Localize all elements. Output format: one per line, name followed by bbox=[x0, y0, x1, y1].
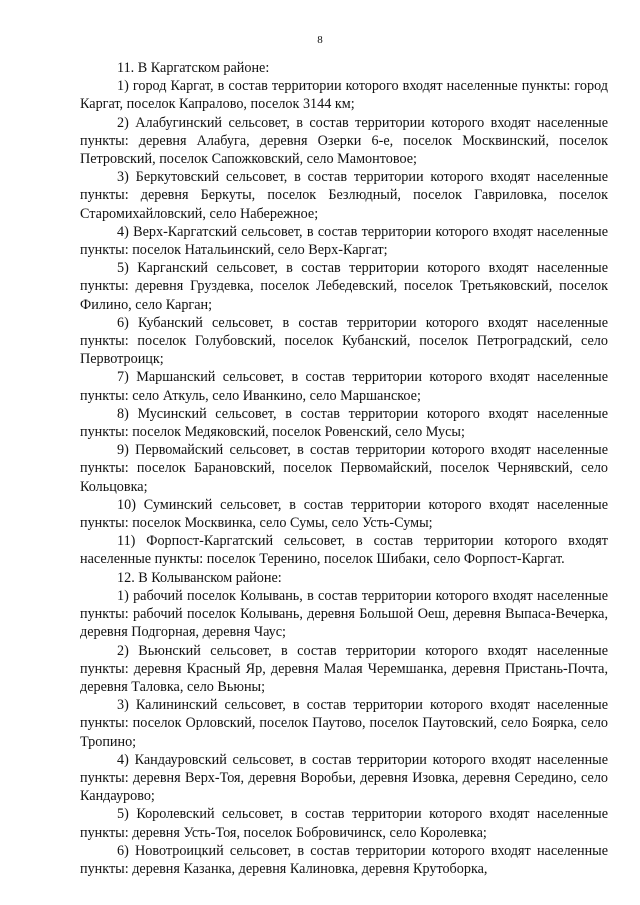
list-item: 7) Маршанский сельсовет, в состав территории которого входят населенные пункты: село Аткуль, село Иванкино, село Маршанское; bbox=[80, 369, 608, 404]
list-item: 1) рабочий поселок Колывань, в состав территории которого входят населенные пункты: рабочий поселок Колывань, деревня Большой Оеш, деревня Выпаса-Вечерка, деревня Подгорная, деревня Чаус; bbox=[80, 587, 608, 641]
list-item: 9) Первомайский сельсовет, в состав территории которого входят населенные пункты: поселок Барановский, поселок Первомайский, поселок Чернявский, село Кольцовка; bbox=[80, 442, 608, 495]
list-item: 5) Королевский сельсовет, в состав территории которого входят населенные пункты: деревня Усть-Тоя, поселок Бобровичинск, село Королевка; bbox=[80, 806, 608, 841]
list-item: 11) Форпост-Каргатский сельсовет, в состав территории которого входят населенные пункты: поселок Теренино, поселок Шибаки, село Форпост-Каргат. bbox=[80, 533, 608, 568]
list-item: 6) Кубанский сельсовет, в состав территории которого входят населенные пункты: поселок Голубовский, поселок Кубанский, поселок Петроградский, село Первотроицк; bbox=[80, 314, 608, 368]
list-item: 10) Суминский сельсовет, в состав территории которого входят населенные пункты: поселок Москвинка, село Сумы, село Усть-Сумы; bbox=[80, 496, 608, 532]
list-item: 3) Беркутовский сельсовет, в состав территории которого входят населенные пункты: деревня Беркуты, поселок Безлюдный, поселок Гавриловка, поселок Старомихайловский, село Набережное; bbox=[80, 169, 608, 222]
list-item: 8) Мусинский сельсовет, в состав территории которого входят населенные пункты: поселок Медяковский, поселок Ровенский, село Мусы; bbox=[80, 405, 608, 441]
list-item: 4) Кандауровский сельсовет, в состав территории которого входят населенные пункты: деревня Верх-Тоя, деревня Воробьи, деревня Изовка, деревня Середино, село Кандаурово; bbox=[80, 751, 608, 805]
section-heading-kolyvan: 12. В Колыванском районе: bbox=[117, 569, 282, 586]
list-item: 2) Алабугинский сельсовет, в состав территории которого входят населенные пункты: деревня Алабуга, деревня Озерки 6-е, поселок Москвинский, поселок Петровский, поселок Сапожковский, село Мамонтовое; bbox=[80, 114, 608, 168]
list-item: 2) Вьюнский сельсовет, в состав территории которого входят населенные пункты: деревня Красный Яр, деревня Малая Черемшанка, деревня Пристань-Почта, деревня Таловка, село Вьюны; bbox=[80, 642, 608, 695]
list-item: 5) Карганский сельсовет, в состав территории которого входят населенные пункты: деревня Груздевка, поселок Лебедевский, поселок Третьяковский, поселок Филино, село Карган; bbox=[80, 260, 608, 313]
list-item: 1) город Каргат, в состав территории которого входят населенные пункты: город Каргат, поселок Капралово, поселок 3144 км; bbox=[80, 78, 608, 113]
page-number: 8 bbox=[317, 34, 323, 46]
document-body bbox=[80, 59, 608, 878]
list-item: 3) Калининский сельсовет, в состав территории которого входят населенные пункты: поселок Орловский, поселок Паутово, поселок Паутовский, село Боярка, село Тропино; bbox=[80, 697, 608, 750]
section-heading-kargat: 11. В Каргатском районе: bbox=[117, 60, 270, 76]
list-item: 6) Новотроицкий сельсовет, в состав территории которого входят населенные пункты: деревня Казанка, деревня Калиновка, деревня Крутоборка, bbox=[80, 842, 608, 877]
list-item: 4) Верх-Каргатский сельсовет, в состав территории которого входят населенные пункты: поселок Натальинский, село Верх-Каргат; bbox=[80, 223, 608, 259]
